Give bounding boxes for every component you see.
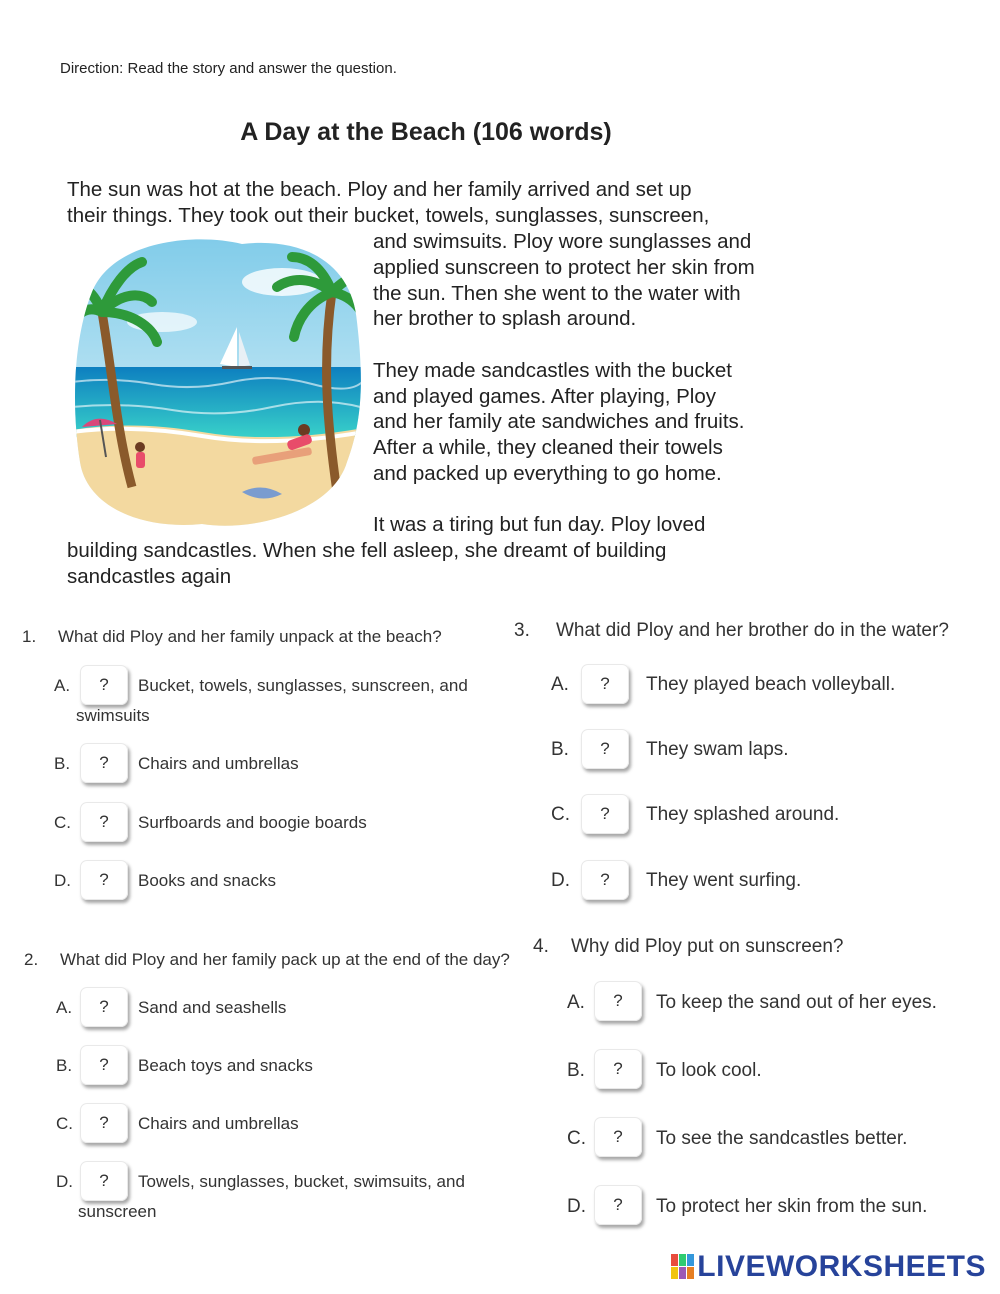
story-line: After a while, they cleaned their towels	[373, 436, 723, 459]
answer-box[interactable]: ?	[80, 860, 128, 900]
story-line: and packed up everything to go home.	[373, 462, 722, 485]
option-letter: C.	[567, 1128, 586, 1149]
answer-box[interactable]: ?	[80, 665, 128, 705]
question-text: What did Ploy and her brother do in the water?	[556, 620, 949, 641]
story-line: building sandcastles. When she fell asleep, she dreamt of building	[67, 539, 667, 562]
story-line: applied sunscreen to protect her skin from	[373, 256, 755, 279]
answer-box[interactable]: ?	[581, 794, 629, 834]
answer-box[interactable]: ?	[80, 1161, 128, 1201]
option-letter: D.	[54, 871, 71, 890]
option-text: To look cool.	[656, 1060, 762, 1081]
option-text: Sand and seashells	[138, 998, 287, 1017]
question-text: Why did Ploy put on sunscreen?	[571, 936, 844, 957]
question-text: What did Ploy and her family unpack at the beach?	[58, 627, 442, 646]
option-text-continued: sunscreen	[78, 1202, 157, 1221]
question-number: 1.	[22, 627, 37, 646]
question-number: 4.	[533, 936, 549, 957]
option-letter: A.	[54, 676, 71, 695]
option-letter: D.	[567, 1196, 586, 1217]
option-letter: C.	[56, 1114, 73, 1133]
answer-box[interactable]: ?	[581, 860, 629, 900]
answer-box[interactable]: ?	[594, 981, 642, 1021]
direction-text: Direction: Read the story and answer the question.	[60, 60, 397, 77]
answer-box[interactable]: ?	[80, 1103, 128, 1143]
question-text: What did Ploy and her family pack up at the end of the day?	[60, 950, 510, 969]
option-text: Chairs and umbrellas	[138, 754, 299, 773]
answer-box[interactable]: ?	[581, 729, 629, 769]
option-text-continued: swimsuits	[76, 706, 150, 725]
option-text: Surfboards and boogie boards	[138, 813, 367, 832]
option-text: They played beach volleyball.	[646, 674, 896, 695]
answer-box[interactable]: ?	[594, 1117, 642, 1157]
answer-box[interactable]: ?	[581, 664, 629, 704]
story-line: and her family ate sandwiches and fruits.	[373, 410, 745, 433]
option-letter: B.	[567, 1060, 585, 1081]
option-text: Bucket, towels, sunglasses, sunscreen, and	[138, 676, 468, 695]
option-letter: A.	[56, 998, 73, 1017]
answer-box[interactable]: ?	[594, 1185, 642, 1225]
option-letter: C.	[54, 813, 71, 832]
answer-box[interactable]: ?	[80, 802, 128, 842]
story-line: sandcastles again	[67, 565, 232, 588]
option-letter: B.	[56, 1056, 73, 1075]
story-line: her brother to splash around.	[373, 307, 637, 330]
liveworksheets-logo-icon	[671, 1254, 695, 1280]
story-line: The sun was hot at the beach. Ploy and her family arrived and set up	[67, 178, 692, 201]
story-line: It was a tiring but fun day. Ploy loved	[373, 513, 706, 536]
story-title: A Day at the Beach (106 words)	[240, 118, 612, 146]
option-text: They went surfing.	[646, 870, 802, 891]
option-letter: B.	[551, 739, 569, 760]
question-number: 3.	[514, 620, 530, 641]
option-letter: D.	[551, 870, 570, 891]
question-number: 2.	[24, 950, 39, 969]
option-letter: C.	[551, 804, 570, 825]
answer-box[interactable]: ?	[80, 987, 128, 1027]
option-text: They splashed around.	[646, 804, 840, 825]
option-text: Beach toys and snacks	[138, 1056, 313, 1075]
liveworksheets-logo	[671, 1250, 986, 1284]
story-line: the sun. Then she went to the water with	[373, 282, 741, 305]
option-text: To protect her skin from the sun.	[656, 1196, 928, 1217]
answer-box[interactable]: ?	[80, 743, 128, 783]
story-line: their things. They took out their bucket, towels, sunglasses, sunscreen,	[67, 204, 710, 227]
option-letter: A.	[567, 992, 585, 1013]
story-line: They made sandcastles with the bucket	[373, 359, 732, 382]
option-text: Books and snacks	[138, 871, 276, 890]
beach-illustration	[72, 232, 364, 532]
option-text: To see the sandcastles better.	[656, 1128, 908, 1149]
option-letter: D.	[56, 1172, 73, 1191]
option-text: To keep the sand out of her eyes.	[656, 992, 937, 1013]
option-letter: A.	[551, 674, 569, 695]
story-line: and swimsuits. Ploy wore sunglasses and	[373, 230, 752, 253]
option-text: Towels, sunglasses, bucket, swimsuits, and	[138, 1172, 465, 1191]
option-text: Chairs and umbrellas	[138, 1114, 299, 1133]
answer-box[interactable]: ?	[594, 1049, 642, 1089]
liveworksheets-logo-text: LIVEWORKSHEETS	[697, 1250, 986, 1283]
option-letter: B.	[54, 754, 71, 773]
story-line: and played games. After playing, Ploy	[373, 385, 717, 408]
option-text: They swam laps.	[646, 739, 789, 760]
answer-box[interactable]: ?	[80, 1045, 128, 1085]
